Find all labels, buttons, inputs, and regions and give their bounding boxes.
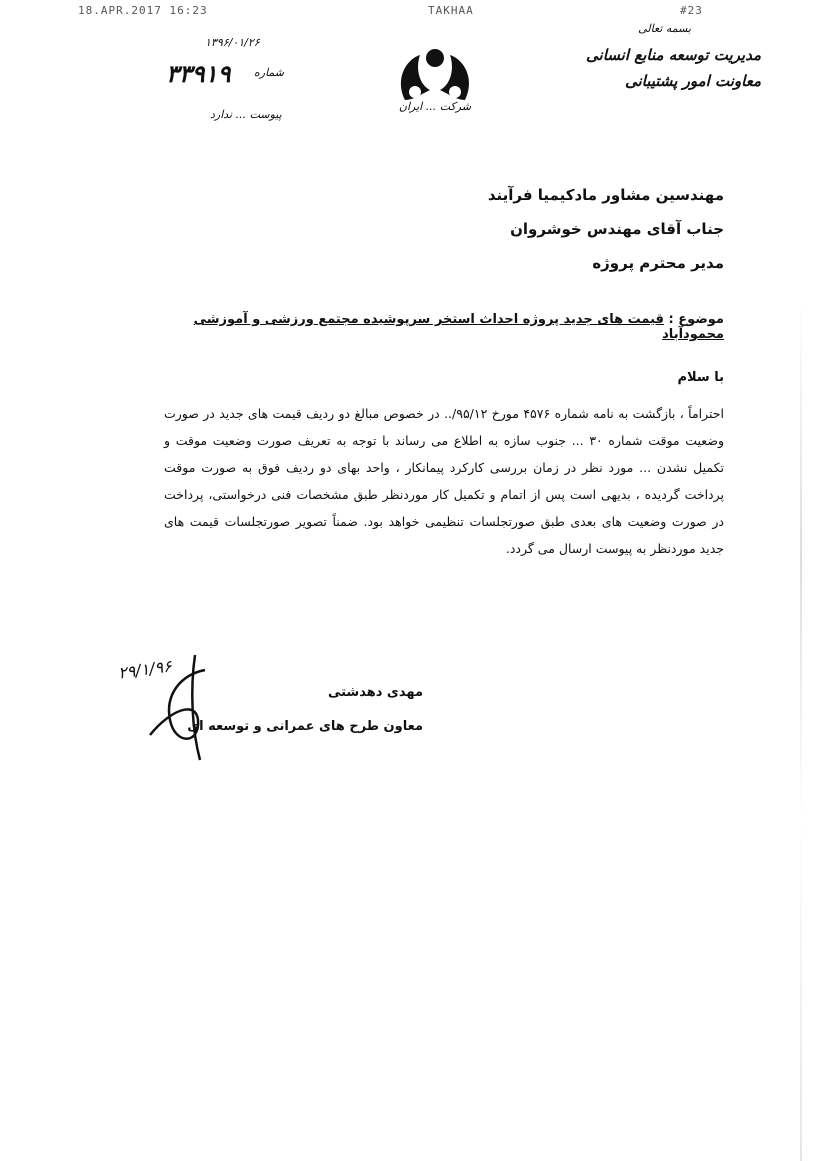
invocation: بسمه تعالی: [638, 22, 691, 35]
recipient-block: [274, 178, 724, 280]
subject-value: قیمت های جدید پروژه احداث استخر سرپوشیده مجتمع ورزشی و آموزشی محمودآباد: [193, 312, 724, 342]
organization-header: [551, 16, 761, 94]
signatory-title: معاون طرح های عمرانی و توسعه ای: [187, 719, 423, 734]
letter-body: احتراماً ، بازگشت به نامه شماره ۴۵۷۶ مورخ ۹۵/۱۲/.. در خصوص مبالغ دو ردیف قیمت های جدید در صورت وضعیت موقت شماره ۳۰ ... جنوب سازه به اطلاع می رساند با توجه به تعریف صورت وضعیت موقت و تکمیل نشدن ... مورد نظر در زمان بررسی کارکرد پیمانکار ، واحد بهای دو ردیف فوق به صورت موقت پرداخت گردیده ، بدیهی است پس از اتمام و تکمیل کار موردنظر طبق مشخصات فنی درخواستی، پرداخت در صورت وضعیت های بعدی طبق صورتجلسات تنظیمی خواهد بود. ضمناً تصویر صورتجلسات قیمت های جدید موردنظر به پیوست ارسال می گردد.: [164, 406, 724, 556]
department-name: مدیریت توسعه منابع انسانی: [586, 46, 761, 64]
subject-label: موضوع :: [668, 312, 724, 327]
letter-number-label: شماره: [254, 66, 285, 79]
greeting: با سلام: [677, 370, 724, 385]
fax-header-sender: TAKHAA: [428, 4, 474, 17]
letter-date: ۱۳۹۶/۰۱/۲۶: [205, 36, 260, 49]
subject-line: [164, 312, 724, 342]
company-logo-caption: شرکت ... ایران: [398, 100, 472, 113]
fax-header-timestamp: 18.APR.2017 16:23: [78, 4, 208, 17]
signatory-name: مهدی دهدشتی: [327, 685, 423, 700]
deputy-name: معاونت امور پشتیبانی: [624, 72, 761, 90]
letter-number: ۳۳۹۱۹: [166, 60, 231, 88]
scan-edge: [800, 300, 802, 1161]
recipient-role: مدیر محترم پروژه: [592, 254, 724, 272]
letter-attachment: پیوست ... ندارد: [210, 108, 282, 121]
recipient-person: جناب آقای مهندس خوشروان: [510, 220, 724, 238]
fax-header-page: #23: [680, 4, 703, 17]
recipient-company: مهندسین مشاور مادکیمیا فرآیند: [487, 186, 724, 204]
handwritten-date: ۲۹/۱/۹۶: [116, 656, 173, 683]
